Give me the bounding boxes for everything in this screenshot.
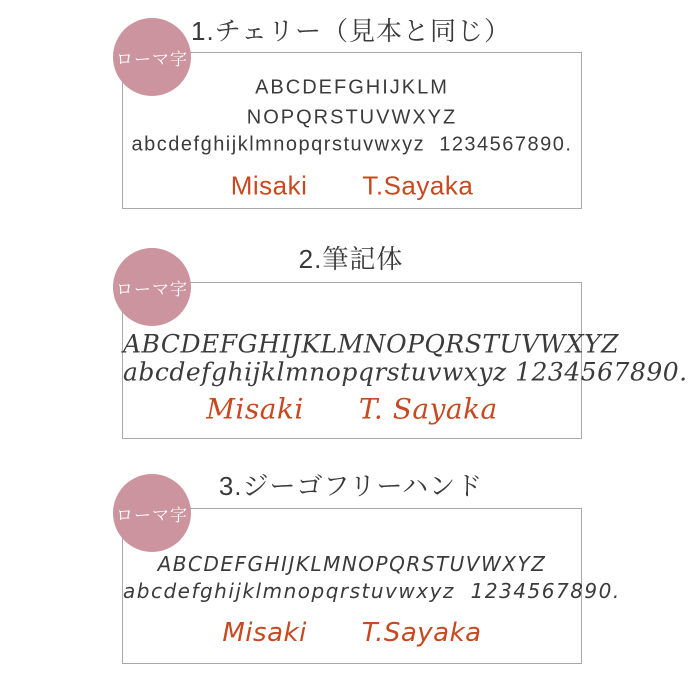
romaji-badge: [113, 18, 191, 96]
name-sample-misaki: Misaki: [230, 170, 308, 201]
font-sample-panel-cherry: [122, 52, 582, 209]
font-sample-panel-freehand: [122, 508, 621, 664]
romaji-badge: [113, 474, 191, 552]
name-samples-row: [123, 618, 581, 648]
alphabet-uppercase-line: ABCDEFGHIJKLMNOPQRSTUVWXYZ: [157, 552, 547, 576]
section-3-title: 3.ジーゴフリーハンド: [218, 471, 484, 501]
alphabet-uppercase-line-2: NOPQRSTUVWXYZ: [246, 106, 458, 129]
name-samples-row: [123, 393, 581, 426]
alphabet-uppercase-line: ABCDEFGHIJKLMNOPQRSTUVWXYZ: [123, 329, 620, 359]
name-sample-sayaka: T.Sayaka: [361, 618, 482, 648]
romaji-badge-label: ローマ字: [116, 279, 188, 299]
name-sample-sayaka: T.Sayaka: [362, 170, 474, 201]
alphabet-uppercase-line-1: ABCDEFGHIJKLM: [255, 76, 449, 99]
name-sample-sayaka: T. Sayaka: [358, 392, 498, 426]
romaji-badge-label: ローマ字: [116, 49, 188, 69]
alphabet-lowercase-numbers-line: abcdefghijklmnopqrstuvwxyz 1234567890.: [123, 579, 621, 603]
alphabet-lowercase-numbers-line: abcdefghijklmnopqrstuvwxyz 1234567890.: [123, 357, 688, 387]
alphabet-lowercase-numbers-line: abcdefghijklmnopqrstuvwxyz 1234567890.: [131, 133, 573, 156]
name-samples-row: [123, 171, 581, 202]
name-sample-misaki: Misaki: [222, 618, 307, 648]
section-2-title: 2.筆記体: [298, 244, 404, 274]
romaji-badge-label: ローマ字: [116, 505, 188, 525]
font-sample-panel-script: [122, 282, 688, 439]
section-1-title: 1.チェリー（見本と同じ）: [191, 16, 511, 46]
name-sample-misaki: Misaki: [206, 392, 304, 426]
romaji-badge: [113, 248, 191, 326]
